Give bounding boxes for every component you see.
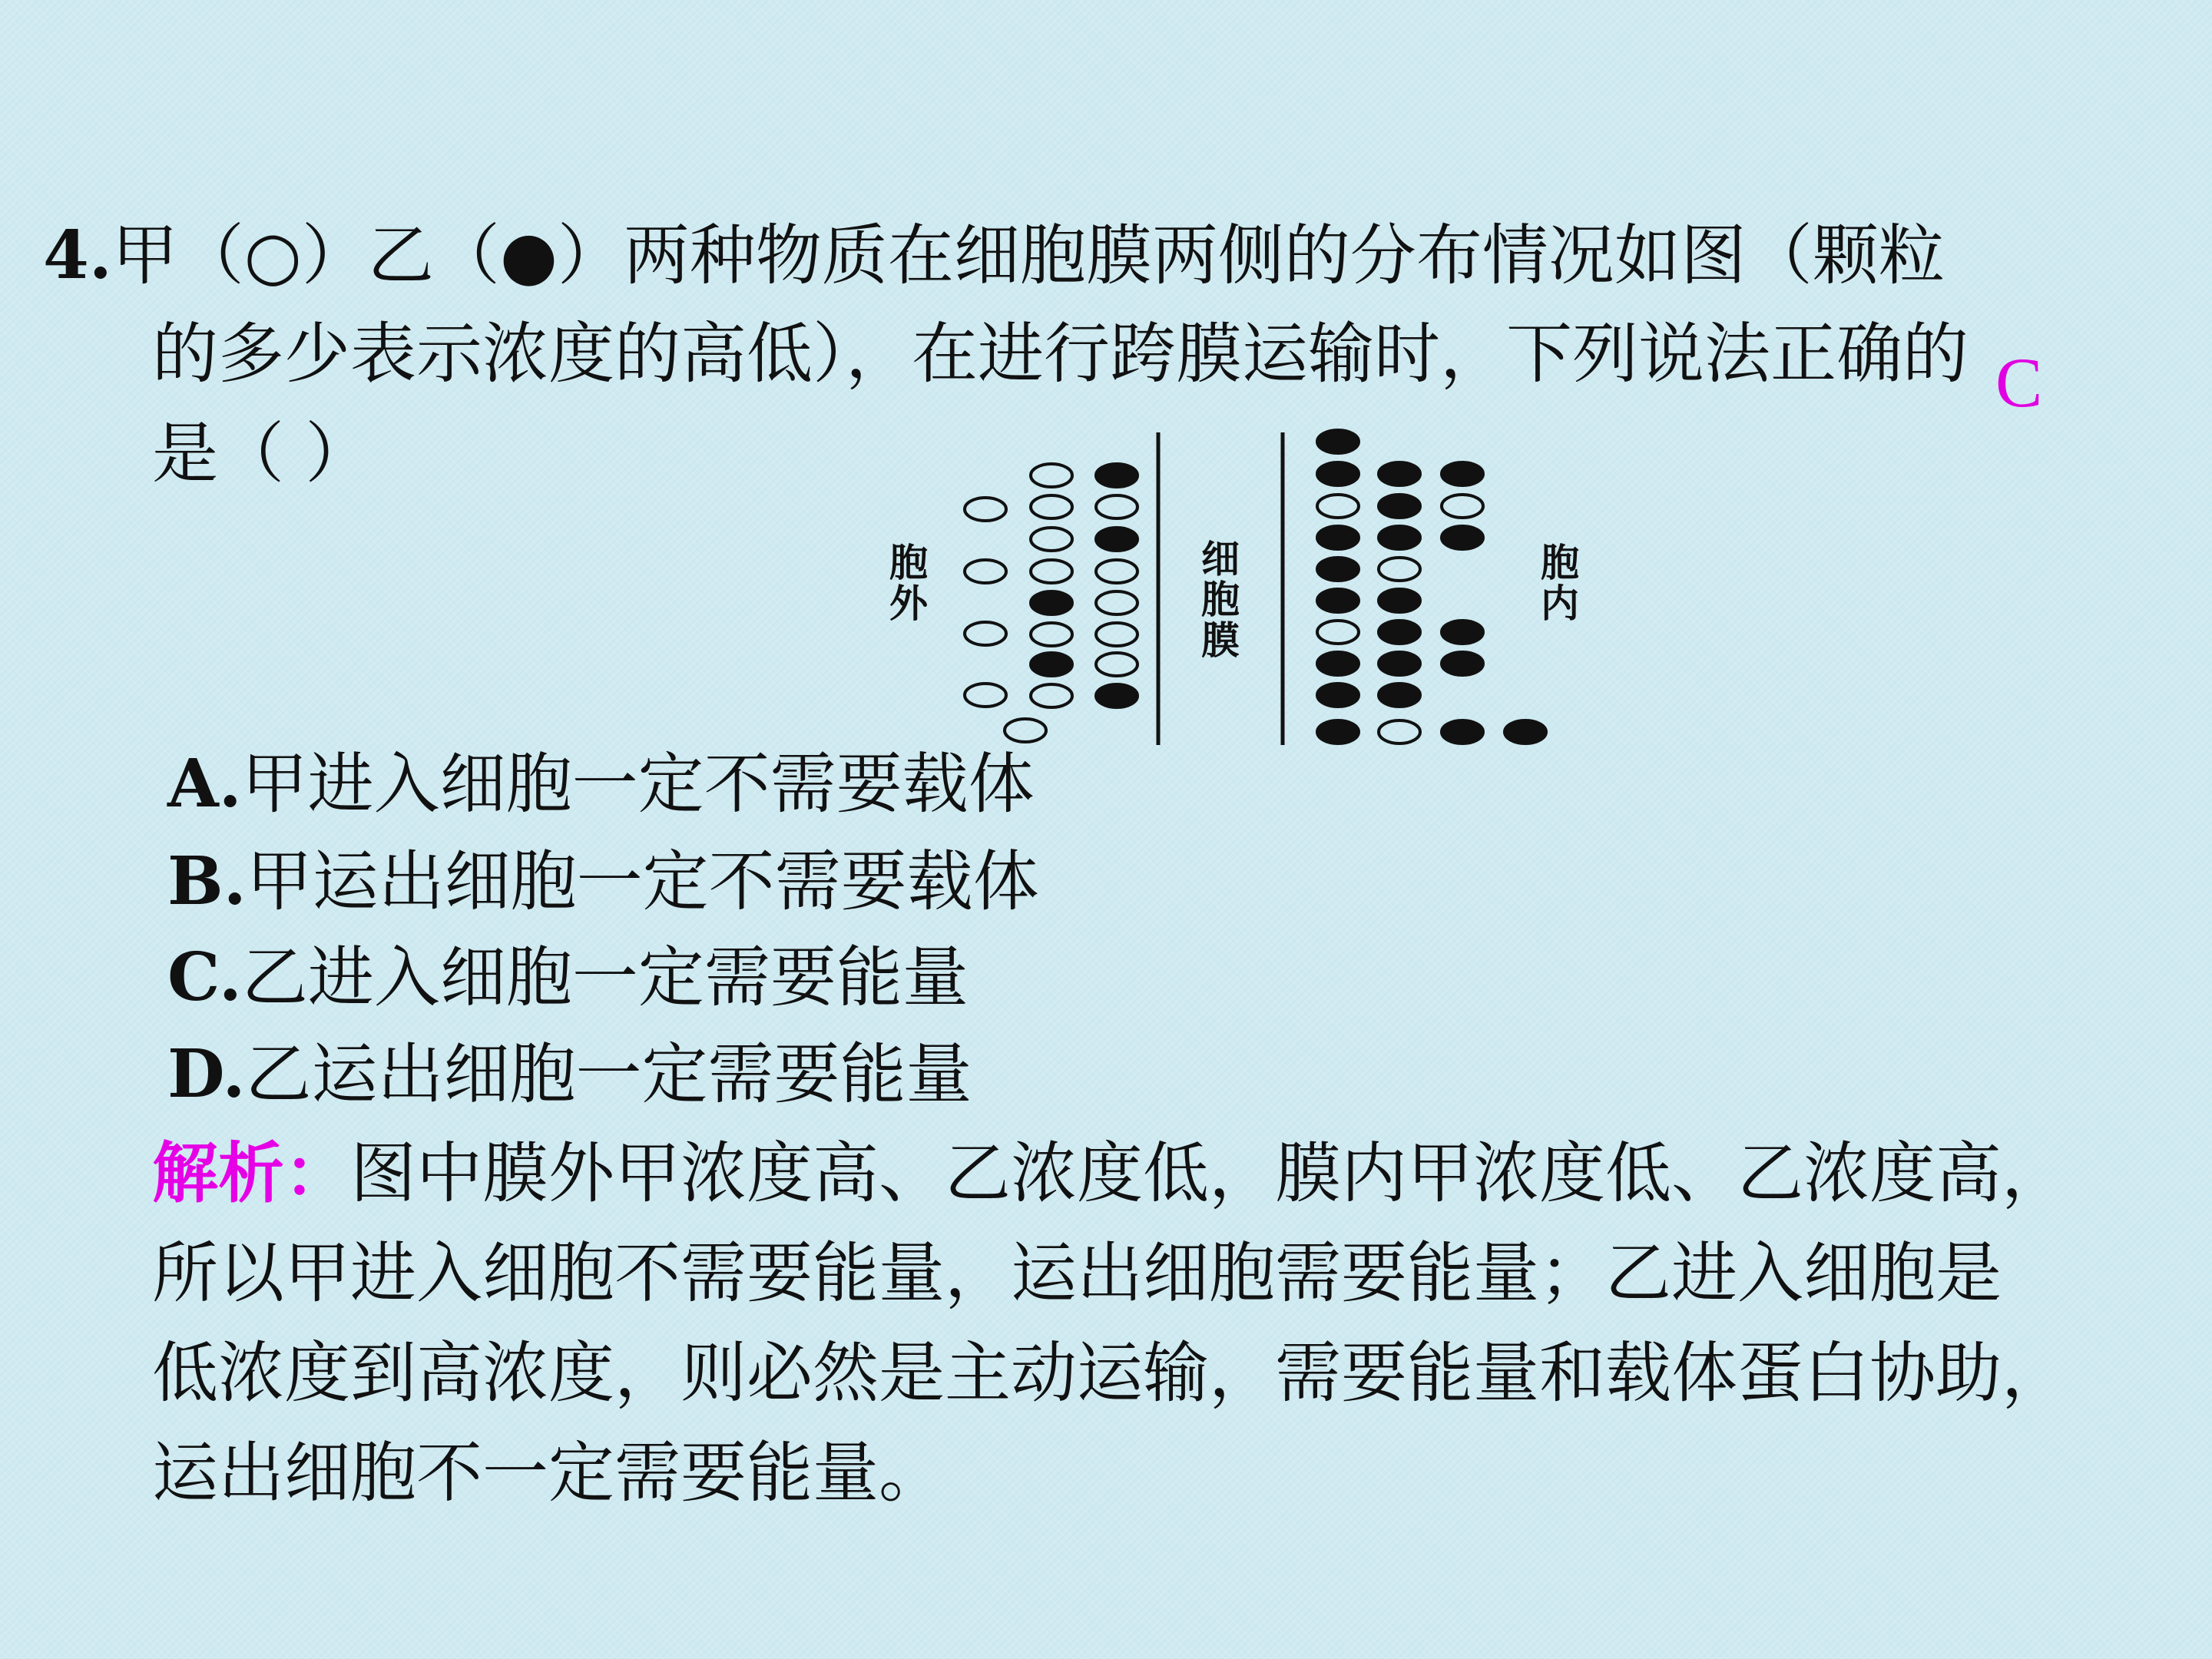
question-line-1	[43, 217, 1945, 294]
explanation-line-1	[152, 1134, 2068, 1212]
question-line-3: 是（ ）	[152, 416, 372, 492]
particle-yi	[1317, 430, 1359, 453]
particle-yi	[1442, 720, 1483, 743]
particle-yi	[1031, 653, 1072, 676]
particle-yi	[1379, 462, 1420, 485]
particle-jia	[965, 498, 1006, 521]
option-letter: C.	[167, 939, 242, 1016]
particle-yi	[1317, 684, 1359, 707]
particle-yi	[1505, 720, 1546, 743]
question-line-2: 的多少表示浓度的高低），在进行跨膜运输时，下列说法正确的	[152, 316, 1969, 392]
particle-jia	[1031, 464, 1072, 487]
particle-yi	[1096, 464, 1137, 487]
particle-jia	[1005, 719, 1046, 742]
particle-yi	[1379, 589, 1420, 612]
membrane-label-3: 膜	[1201, 618, 1240, 663]
particle-jia	[1379, 720, 1420, 743]
particle-yi	[1442, 621, 1483, 644]
particle-jia	[1096, 623, 1137, 646]
option-text: 甲进入细胞一定不需要载体	[241, 746, 1035, 823]
explanation-line-2: 所以甲进入细胞不需要能量，运出细胞需要能量；乙进入细胞是	[152, 1235, 2002, 1312]
question-number: 4.	[43, 217, 112, 294]
particle-yi	[1317, 526, 1359, 549]
particle-jia	[965, 684, 1006, 707]
option-letter: A.	[167, 745, 242, 823]
particle-jia	[1317, 495, 1359, 518]
particle-yi	[1317, 720, 1359, 743]
membrane-diagram	[876, 419, 1613, 757]
option-letter: B.	[167, 843, 247, 920]
outside-label-1: 胞	[889, 541, 928, 585]
option-text: 甲运出细胞一定不需要载体	[246, 843, 1039, 920]
particle-yi	[1317, 589, 1359, 612]
particle-jia	[1031, 560, 1072, 583]
particle-yi	[1379, 652, 1420, 675]
particle-yi	[1379, 526, 1420, 549]
particle-yi	[1379, 621, 1420, 644]
answer-mark: C	[1995, 343, 2043, 422]
inside-label-2: 内	[1541, 581, 1579, 626]
explanation-text-1: 图中膜外甲浓度高、乙浓度低，膜内甲浓度低、乙浓度高，	[350, 1135, 2068, 1212]
particle-jia	[1031, 684, 1072, 707]
option-text: 乙运出细胞一定需要能量	[245, 1036, 972, 1113]
particle-jia	[1096, 495, 1137, 518]
particle-jia	[1317, 621, 1359, 644]
question-text-1: 甲（○）乙（●）两种物质在细胞膜两侧的分布情况如图（颗粒	[111, 217, 1945, 294]
particle-yi	[1031, 591, 1072, 614]
particle-jia	[965, 560, 1006, 583]
option-letter: D.	[167, 1035, 246, 1113]
particle-jia	[1031, 495, 1072, 518]
option-d	[167, 1035, 972, 1113]
membrane-label-1: 细	[1201, 537, 1240, 581]
particle-yi	[1096, 684, 1137, 707]
particle-jia	[1442, 495, 1483, 518]
inside-label-1: 胞	[1541, 541, 1579, 585]
particle-jia	[1096, 653, 1137, 676]
particle-yi	[1442, 462, 1483, 485]
particle-yi	[1096, 528, 1137, 551]
outside-particles	[965, 464, 1137, 742]
explanation-line-3: 低浓度到高浓度，则必然是主动运输，需要能量和载体蛋白协助，	[152, 1335, 2068, 1412]
particle-yi	[1442, 526, 1483, 549]
option-c	[167, 939, 969, 1016]
particle-yi	[1317, 652, 1359, 675]
membrane-label-2: 胞	[1201, 578, 1240, 622]
particle-jia	[1031, 528, 1072, 551]
option-a	[167, 745, 1035, 823]
particle-yi	[1379, 495, 1420, 518]
inside-particles	[1317, 430, 1546, 743]
particle-jia	[1031, 623, 1072, 646]
explanation-label: 解析：	[152, 1134, 350, 1212]
explanation-line-4: 运出细胞不一定需要能量。	[152, 1435, 945, 1512]
particle-jia	[1096, 591, 1137, 614]
outside-label-2: 外	[889, 581, 928, 626]
particle-yi	[1317, 462, 1359, 485]
particle-jia	[1379, 558, 1420, 581]
option-b	[167, 843, 1039, 920]
particle-yi	[1442, 652, 1483, 675]
particle-jia	[1096, 560, 1137, 583]
option-text: 乙进入细胞一定需要能量	[241, 939, 969, 1016]
particle-yi	[1379, 684, 1420, 707]
particle-jia	[965, 622, 1006, 645]
particle-yi	[1317, 558, 1359, 581]
